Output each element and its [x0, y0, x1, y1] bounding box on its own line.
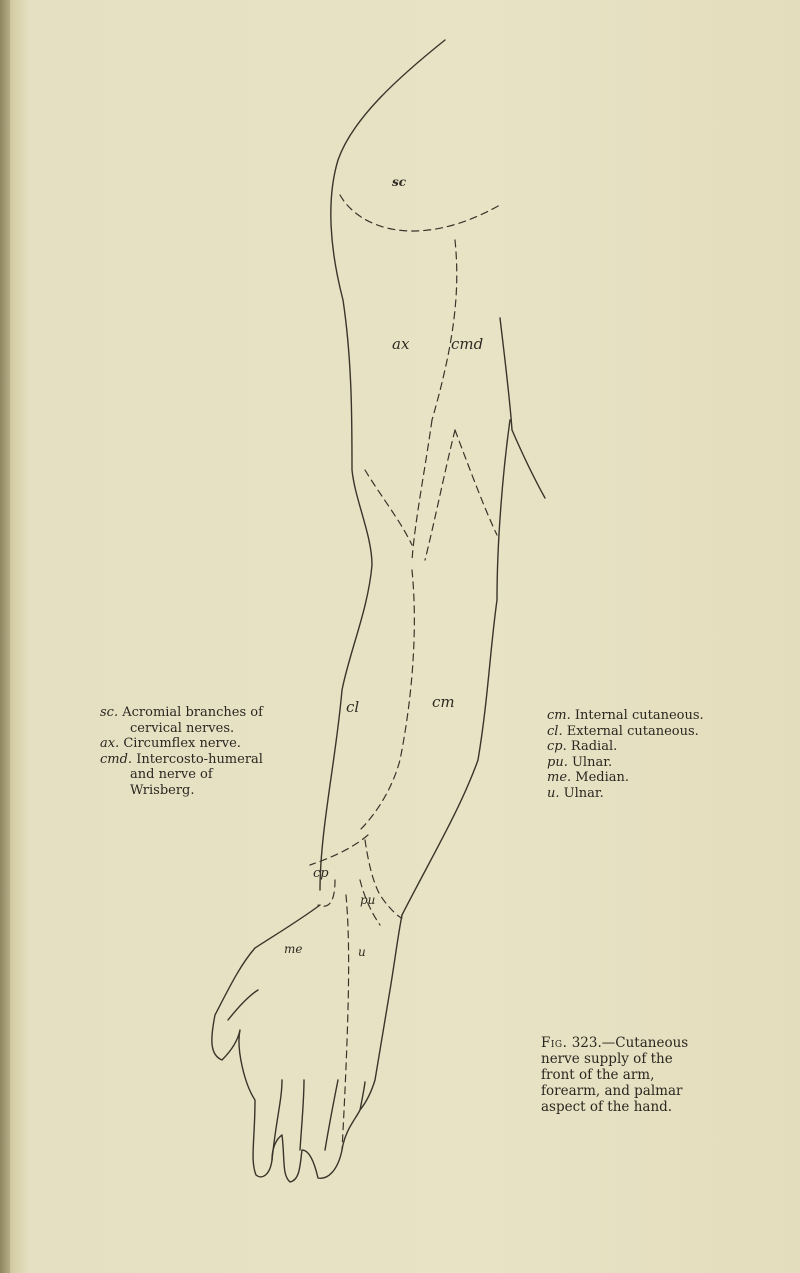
figure-caption: [541, 1035, 691, 1115]
legend-right: [547, 708, 722, 801]
legend-item: me. Median.: [547, 770, 630, 785]
legend-item: u. Ulnar.: [547, 785, 604, 801]
cmd-inner: [425, 430, 455, 560]
cl-cm-boundary: [360, 570, 414, 830]
cmd-lower-left: [412, 420, 432, 560]
label-sc: sc: [392, 175, 407, 189]
label-u: u: [358, 945, 366, 959]
finger-line-3: [325, 1080, 338, 1150]
legend-item: cl. External cutaneous.: [547, 723, 699, 739]
sc-boundary: [340, 195, 500, 231]
thumb-line: [228, 990, 258, 1020]
label-cp: cp: [313, 866, 329, 881]
hand-outline: [212, 905, 402, 1182]
label-ax: ax: [392, 335, 410, 353]
ax-lower-boundary: [365, 470, 412, 545]
me-u-boundary: [342, 895, 349, 1150]
legend-left: [100, 705, 275, 798]
finger-line-1: [272, 1080, 282, 1160]
ax-cmd-boundary: [432, 240, 457, 420]
arm-outline-right: [500, 318, 545, 498]
figure-number: 323.: [571, 1035, 602, 1051]
cp-boundary: [310, 835, 368, 865]
legend-item: sc. Acromial branches of cervical nerves.: [100, 705, 263, 736]
label-cmd: cmd: [451, 335, 484, 353]
label-cm: cm: [432, 693, 455, 711]
legend-item: cmd. Intercosto-humeral and nerve of Wrisberg.: [100, 751, 263, 798]
finger-line-2: [300, 1080, 304, 1150]
label-me: me: [284, 942, 303, 956]
arm-outline-left: [320, 40, 445, 890]
figure-label: Fig.: [541, 1035, 568, 1051]
legend-item: cp. Radial.: [547, 739, 618, 754]
legend-item: ax. Circumflex nerve.: [100, 736, 241, 751]
legend-item: pu. Ulnar.: [547, 754, 613, 770]
caption-text: —Cutaneous nerve supply of the front of the arm, forearm, and palmar aspect of the hand.: [541, 1035, 689, 1115]
arm-outline-right-lower: [402, 420, 510, 915]
label-cl: cl: [346, 698, 360, 716]
cmd-lower-right: [455, 430, 497, 535]
label-pu: pu: [360, 893, 376, 907]
legend-item: cm. Internal cutaneous.: [547, 708, 704, 723]
